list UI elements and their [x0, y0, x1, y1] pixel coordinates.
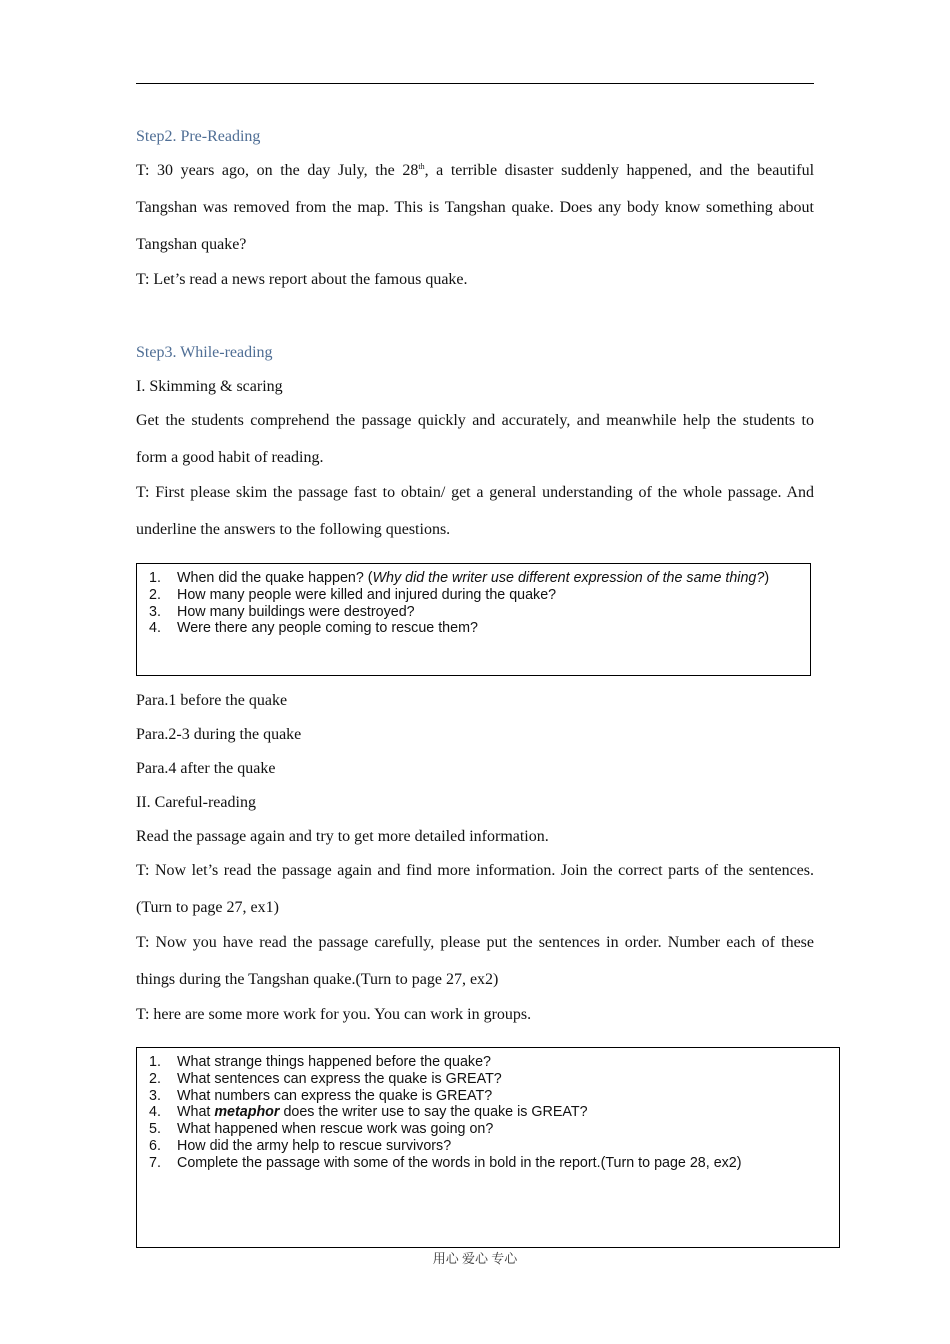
para-4-label: Para.4 after the quake — [136, 760, 276, 777]
item-text: Were there any people coming to rescue them? — [177, 620, 478, 637]
item-number: 6. — [149, 1137, 161, 1154]
careful-paragraph-1: Read the passage again and try to get more detailed information. — [136, 828, 549, 845]
item-text: Complete the passage with some of the words in bold in the report.(Turn to page 28, ex2) — [177, 1154, 742, 1171]
item-text: How did the army help to rescue survivors? — [177, 1137, 452, 1154]
careful-paragraph-4: T: here are some more work for you. You can work in groups. — [136, 1006, 532, 1023]
list-item — [149, 1071, 827, 1088]
item-number: 1. — [149, 1054, 161, 1070]
item-bold-text: metaphor — [214, 1104, 280, 1121]
item-number: 5. — [149, 1121, 161, 1138]
item-text: does the writer use to say the quake is GREAT? — [279, 1104, 588, 1121]
list-item — [149, 1104, 827, 1121]
item-italic-text: Why did the writer use different expression of the same thing? — [372, 570, 765, 586]
item-text: What numbers can express the quake is GREAT? — [177, 1087, 493, 1104]
item-number: 4. — [149, 620, 161, 637]
item-number: 3. — [149, 1087, 161, 1104]
item-number: 7. — [149, 1154, 161, 1171]
list-item — [149, 604, 798, 621]
item-number: 2. — [149, 1070, 161, 1087]
questions-box-2 — [136, 1047, 840, 1248]
item-text: How many buildings were destroyed? — [177, 603, 415, 620]
item-text: What strange things happened before the quake? — [177, 1054, 491, 1070]
list-item — [149, 1155, 827, 1172]
list-item — [149, 620, 798, 637]
item-text: What happened when rescue work was going on? — [177, 1121, 494, 1138]
list-item — [149, 587, 798, 604]
item-text: How many people were killed and injured during the quake? — [177, 586, 557, 603]
questions-box-1 — [136, 563, 811, 676]
skimming-paragraph-1: Get the students comprehend the passage quickly and accurately, and meanwhile help the students to form a good habit of reading. — [136, 412, 814, 466]
step3-heading: Step3. While-reading — [136, 344, 273, 361]
skimming-paragraph-2: T: First please skim the passage fast to obtain/ get a general understanding of the whole passage. And underline the answers to the following questions. — [136, 484, 814, 538]
item-text: What — [177, 1104, 215, 1121]
item-number: 3. — [149, 603, 161, 620]
list-item — [149, 1138, 827, 1155]
page-footer: 用心 爱心 专心 — [432, 1251, 518, 1266]
item-number: 4. — [149, 1104, 161, 1121]
para-2-label: Para.2-3 during the quake — [136, 726, 302, 743]
item-text: What sentences can express the quake is GREAT? — [177, 1070, 502, 1087]
list-item — [149, 1088, 827, 1105]
list-item — [149, 570, 798, 587]
list-item — [149, 1054, 827, 1071]
header-rule — [136, 83, 814, 84]
text: , a terrible disaster suddenly happened, and the beautiful Tangshan was removed from the map. This is Tangshan quake. Does any body know something about Tangshan quake? — [136, 162, 815, 253]
skimming-title: I. Skimming & scaring — [136, 378, 283, 395]
item-text: When did the quake happen? ( — [177, 570, 373, 586]
step2-paragraph-2: T: Let’s read a news report about the famous quake. — [136, 271, 468, 288]
superscript: th — [418, 162, 425, 171]
item-text: ) — [764, 570, 770, 586]
list-item — [149, 1121, 827, 1138]
careful-paragraph-2: T: Now let’s read the passage again and find more information. Join the correct parts of the sentences. (Turn to page 27, ex1) — [136, 862, 814, 916]
careful-paragraph-3: T: Now you have read the passage carefully, please put the sentences in order. Number each of these things during the Tangshan quake.(Turn to page 27, ex2) — [136, 934, 814, 988]
step2-paragraph-1 — [136, 152, 814, 263]
text: T: 30 years ago, on the day July, the 28 — [136, 162, 419, 179]
item-number: 2. — [149, 586, 161, 603]
para-1-label: Para.1 before the quake — [136, 692, 288, 709]
item-number: 1. — [149, 570, 161, 586]
careful-title: II. Careful-reading — [136, 794, 256, 811]
step2-heading: Step2. Pre-Reading — [136, 128, 261, 145]
